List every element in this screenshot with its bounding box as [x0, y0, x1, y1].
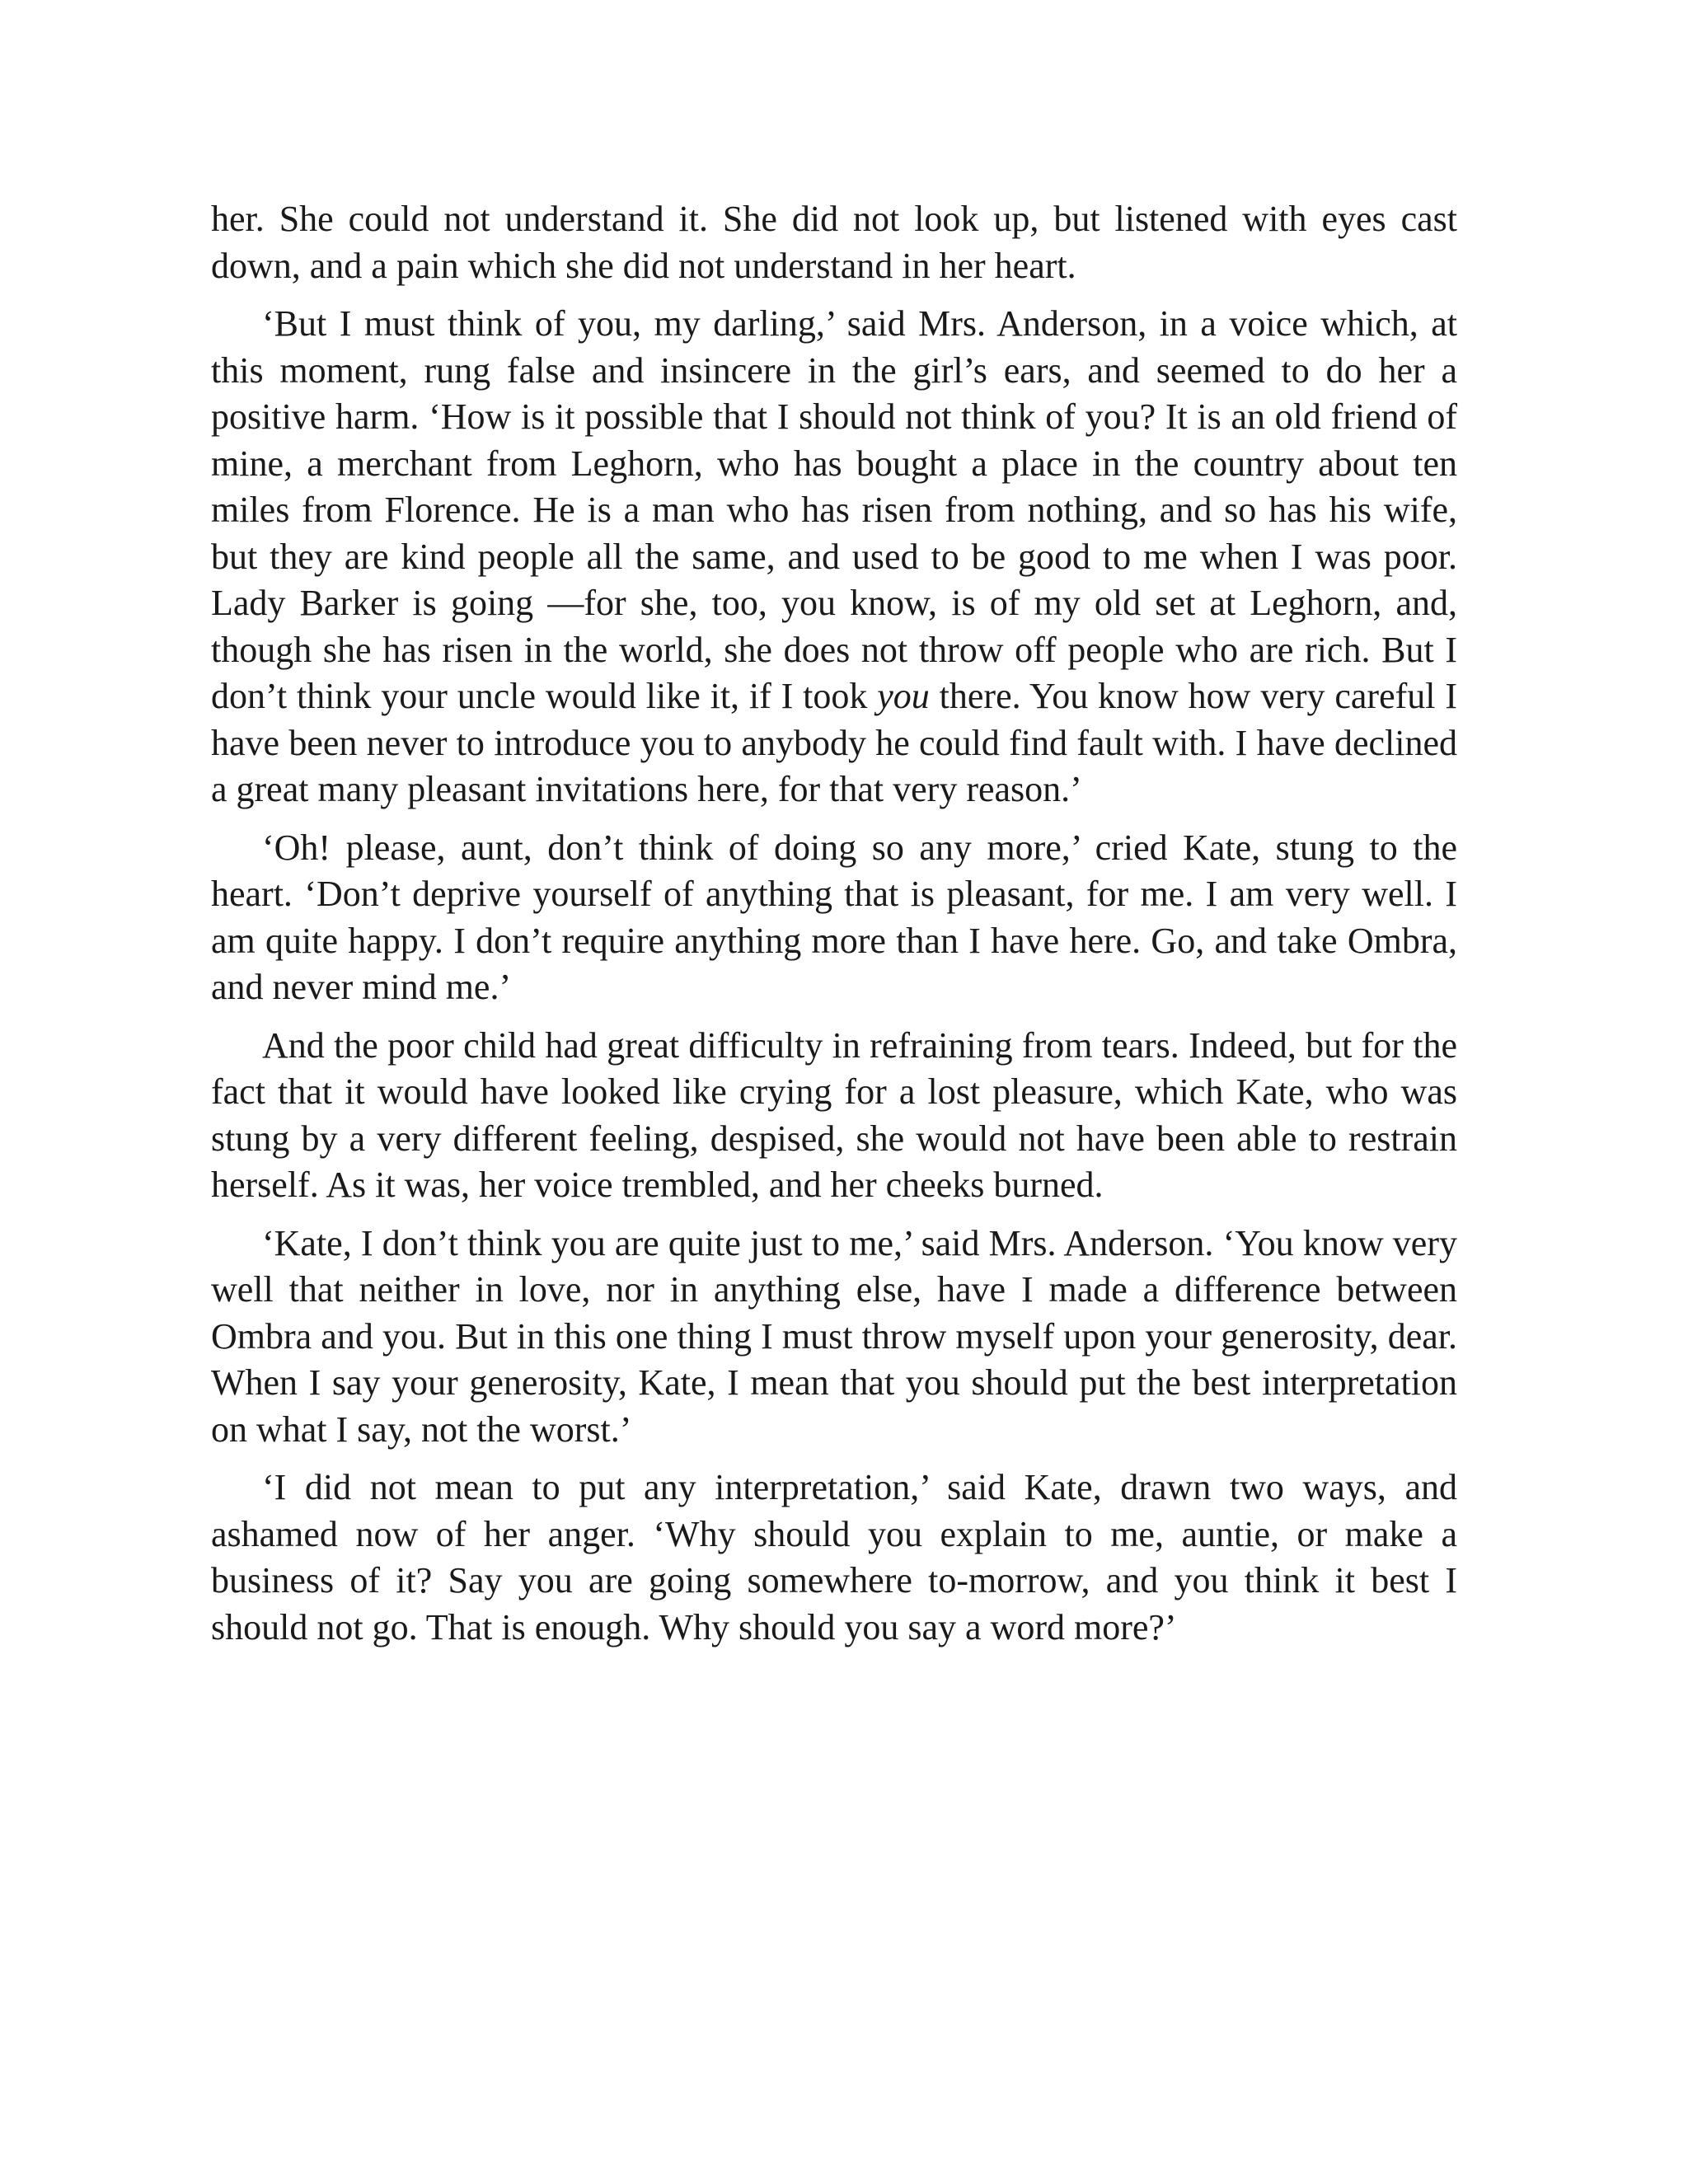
paragraph-5: ‘Kate, I don’t think you are quite just to me,’ said Mrs. Anderson. ‘You know very well that neither in love, nor in anything else, have I made a difference between Ombra and you. But in this one thing I must throw myself upon your generosity, dear. When I say your generosity, Kate, I mean that you should put the best interpretation on what I say, not the worst.’: [211, 1222, 1457, 1450]
paragraph-2-emphasis: you: [877, 676, 930, 716]
paragraph-2-text-after: there. You know how very careful I have been never to introduce you to anybody he could find fault with. I have declined a great many pleasant invitations here, for that very reason.’: [211, 676, 1457, 809]
page-body: [211, 196, 1457, 1662]
paragraph-4: And the poor child had great difficulty in refraining from tears. Indeed, but for the fact that it would have looked like crying for a lost pleasure, which Kate, who was stung by a very different feeling, despised, she would not have been able to restrain herself. As it was, her voice trembled, and her cheeks burned.: [211, 1024, 1457, 1205]
paragraph-1: her. She could not understand it. She did not look up, but listened with eyes cast down, and a pain which she did not understand in her heart.: [211, 199, 1457, 286]
paragraph-3: ‘Oh! please, aunt, don’t think of doing so any more,’ cried Kate, stung to the heart. ‘Don’t deprive yourself of anything that is pleasant, for me. I am very well. I am quite happy. I don’t require anything more than I have here. Go, and take Ombra, and never mind me.’: [211, 827, 1457, 1007]
paragraph-2-text-before: ‘But I must think of you, my darling,’ said Mrs. Anderson, in a voice which, at this moment, rung false and insincere in the girl’s ears, and seemed to do her a positive harm. ‘How is it possible that I should not think of you? It is an old friend of mine, a merchant from Leghorn, who has bought a place in the country about ten miles from Florence. He is a man who has risen from nothing, and so has his wife, but they are kind people all the same, and used to be good to me when I was poor. Lady Barker is going —for she, too, you know, is of my old set at Leghorn, and, though she has risen in the world, she does not throw off people who are rich. But I don’t think your uncle would like it, if I took: [211, 303, 1457, 716]
paragraph-6: ‘I did not mean to put any interpretation,’ said Kate, drawn two ways, and ashamed now of her anger. ‘Why should you explain to me, auntie, or make a business of it? Say you are going somewhere to-morrow, and you think it best I should not go. That is enough. Why should you say a word more?’: [211, 1467, 1457, 1647]
paragraph-2: [211, 301, 1457, 813]
